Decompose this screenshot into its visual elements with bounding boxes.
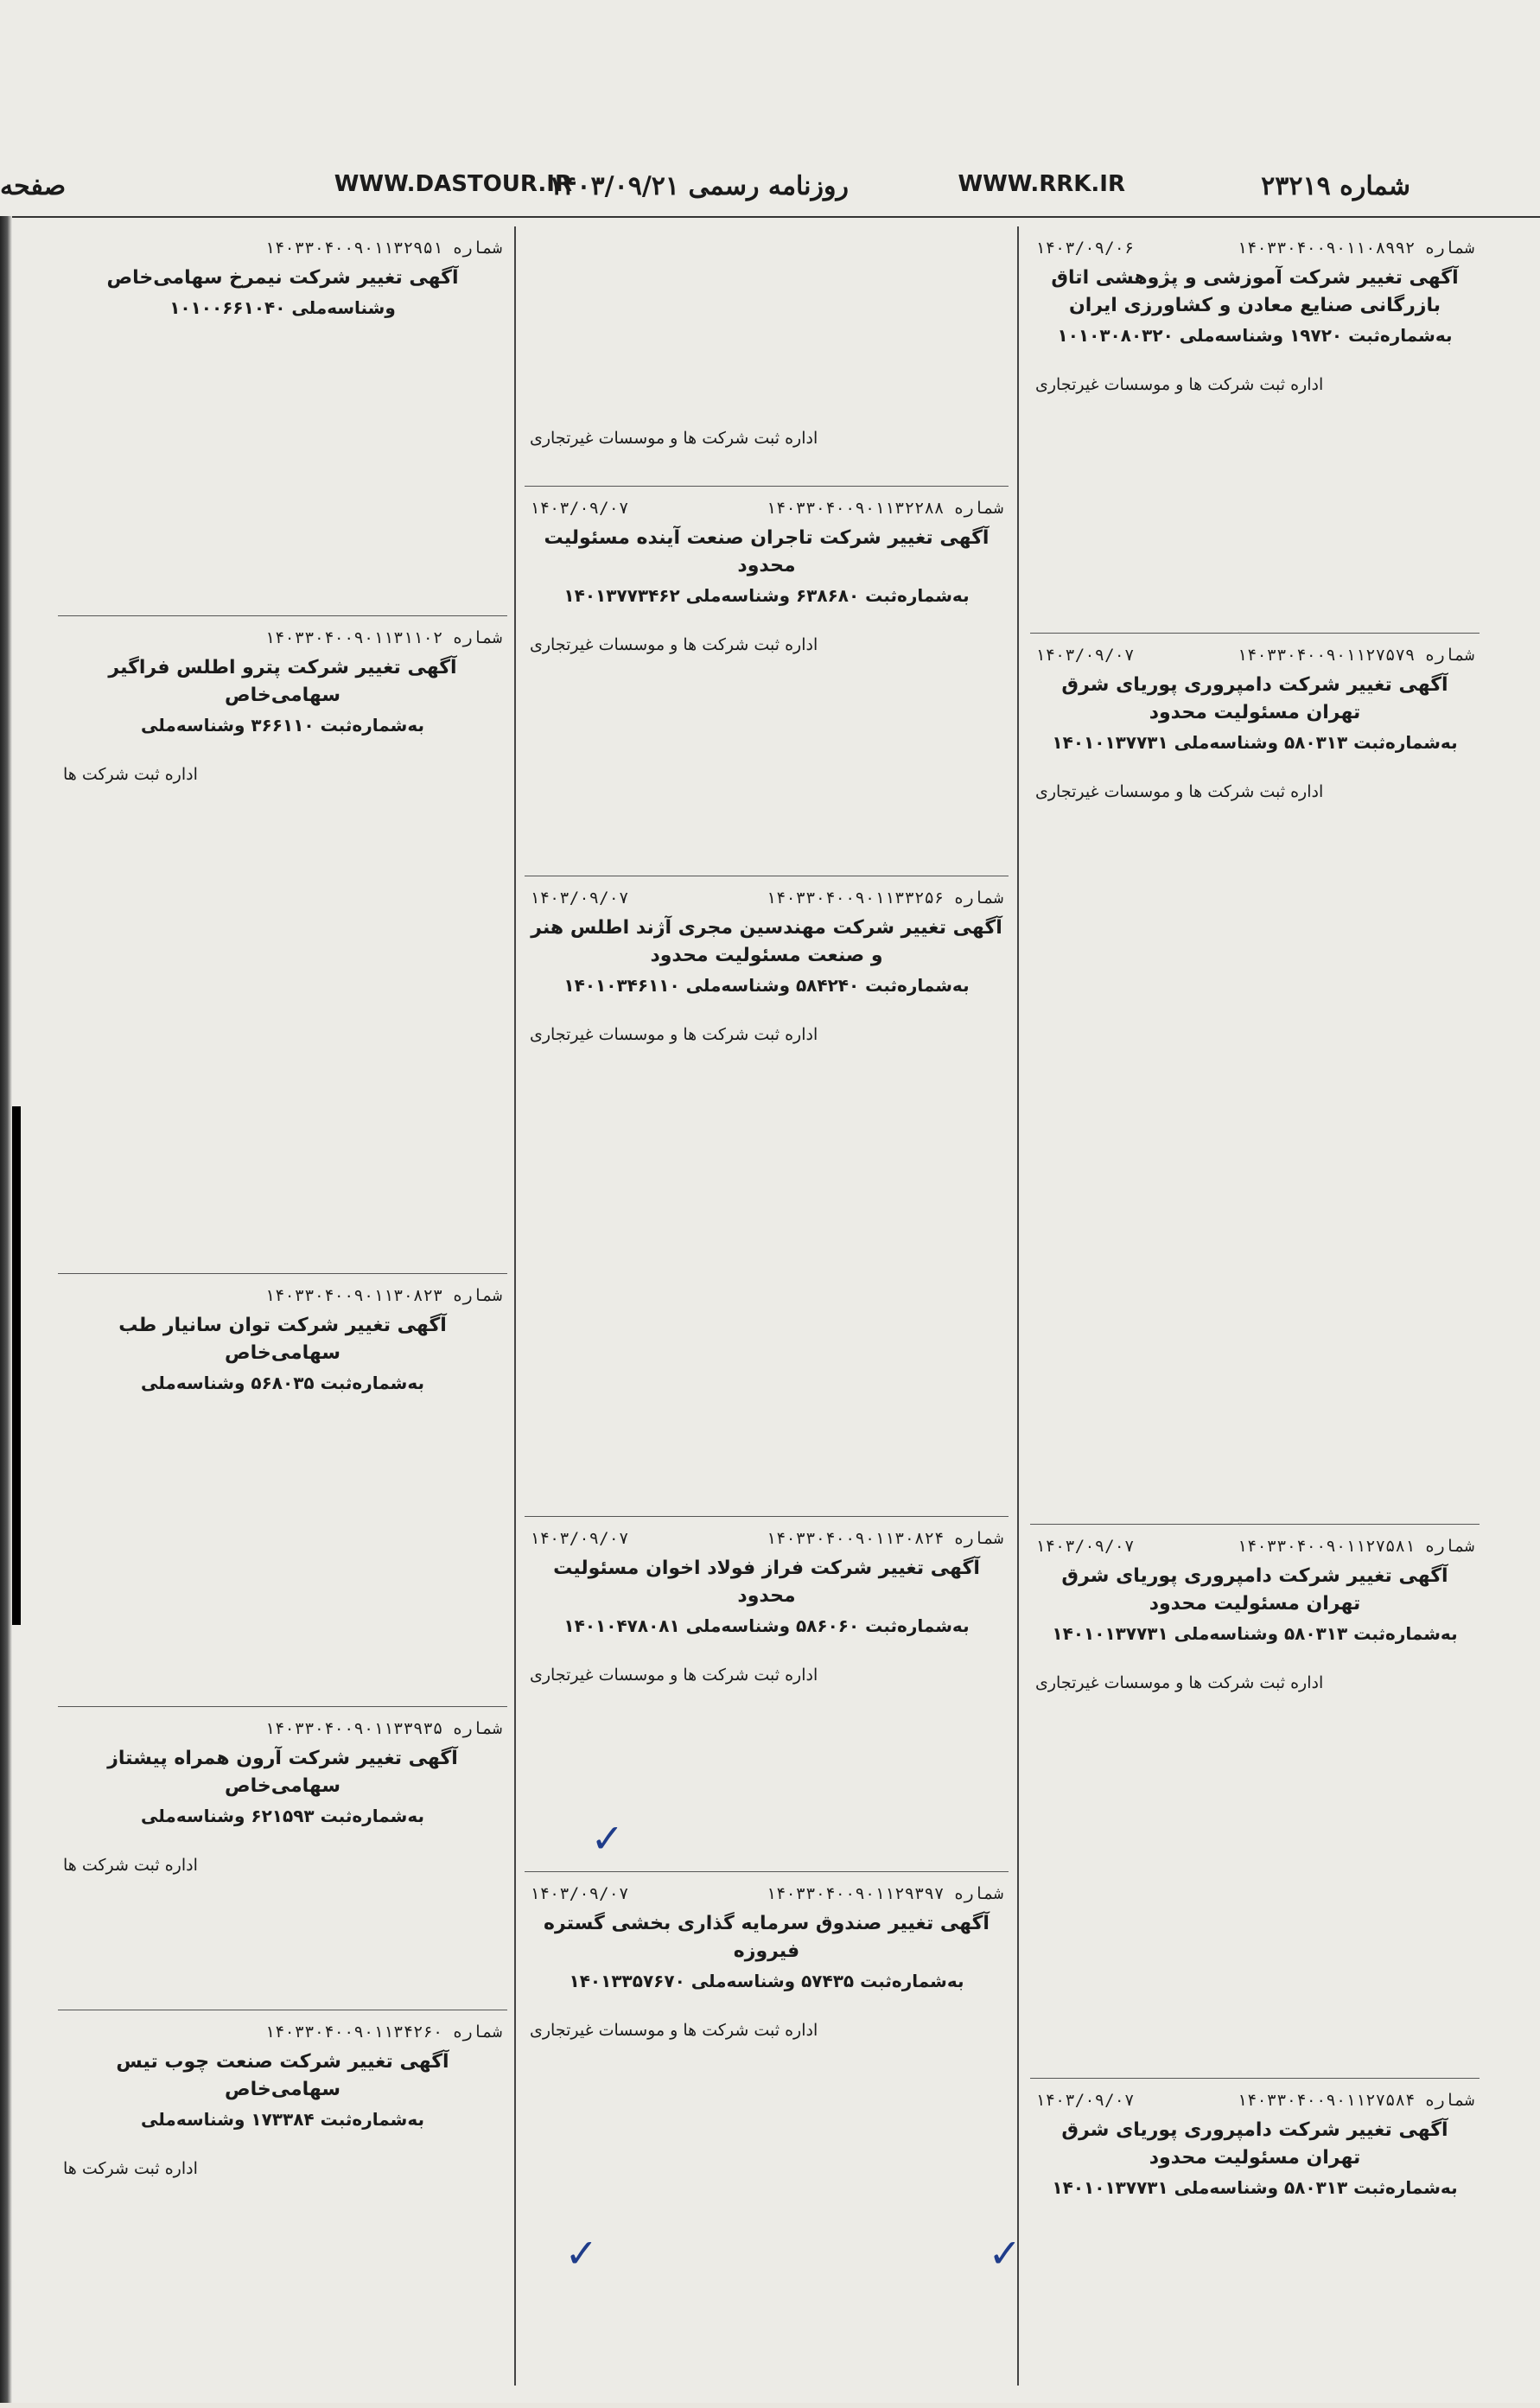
- notice-number: شماره ۱۴۰۳۳۰۴۰۰۹۰۱۱۳۲۹۵۱: [264, 239, 502, 258]
- notice-registration: به‌شماره‌ثبت ۵۸۰۳۱۳ وشناسه‌ملی ۱۴۰۱۰۱۳۷۷۳۱: [1052, 731, 1458, 753]
- notice-number: شماره ۱۴۰۳۳۰۴۰۰۹۰۱۱۰۸۹۹۲: [1237, 239, 1474, 258]
- notice-body: [530, 1643, 1003, 1660]
- notice: [58, 1707, 507, 2010]
- notice-number: شماره ۱۴۰۳۳۰۴۰۰۹۰۱۱۳۱۱۰۲: [264, 628, 502, 647]
- notice-footer: اداره ثبت شرکت ها: [63, 1855, 198, 1875]
- notice-date: ۱۴۰۳/۰۹/۰۷: [1035, 2091, 1135, 2110]
- column-divider: [514, 226, 516, 2386]
- notice-number: شماره ۱۴۰۳۳۰۴۰۰۹۰۱۱۲۷۵۸۱: [1237, 1537, 1474, 1556]
- gazette-date: روزنامه رسمی ۱۴۰۳/۰۹/۲۱: [549, 171, 849, 201]
- notice-title: آگهی تغییر شرکت آرون همراه پیشتاز سهامی‌خاص: [107, 1748, 458, 1797]
- notice-date: ۱۴۰۳/۰۹/۰۷: [530, 889, 629, 908]
- notice-body: [63, 325, 502, 342]
- notice-date: ۱۴۰۳/۰۹/۰۶: [1035, 239, 1135, 258]
- notice-date: ۱۴۰۳/۰۹/۰۷: [530, 1529, 629, 1548]
- notice-date: ۱۴۰۳/۰۹/۰۷: [530, 1884, 629, 1903]
- site-rrk: WWW.RRK.IR: [958, 171, 1125, 197]
- notice-registration: به‌شماره‌ثبت ۱۹۷۲۰ وشناسه‌ملی ۱۰۱۰۳۰۸۰۳۲۰: [1057, 324, 1453, 346]
- notice: [58, 226, 507, 616]
- notice-registration: به‌شماره‌ثبت ۳۶۶۱۱۰ وشناسه‌ملی: [141, 714, 424, 736]
- notice-title: آگهی تغییر شرکت فراز فولاد اخوان مسئولیت محدود: [553, 1558, 980, 1607]
- notice-footer: اداره ثبت شرکت ها و موسسات غیرتجاری: [530, 634, 818, 654]
- notice-body: [530, 1998, 1003, 2016]
- notice: [525, 1872, 1009, 2408]
- notice-body: [63, 1400, 502, 1417]
- check-mark-icon: ✓: [564, 2230, 598, 2277]
- column-divider: [1017, 226, 1019, 2386]
- notice-footer: اداره ثبت شرکت ها و موسسات غیرتجاری: [1035, 1672, 1324, 1692]
- notice-title: آگهی تغییر شرکت نیمرخ سهامی‌خاص: [106, 267, 459, 289]
- notice-body: [1035, 2205, 1474, 2222]
- notice: [58, 616, 507, 1274]
- notice-footer: اداره ثبت شرکت ها و موسسات غیرتجاری: [530, 429, 818, 448]
- notice-registration: به‌شماره‌ثبت ۵۷۴۳۵ وشناسه‌ملی ۱۴۰۱۳۳۵۷۶۷۰: [569, 1970, 964, 1991]
- notice-number: شماره ۱۴۰۳۳۰۴۰۰۹۰۱۱۲۷۵۸۴: [1237, 2091, 1474, 2110]
- notice: [525, 226, 1009, 487]
- column-left: [58, 226, 507, 2386]
- check-mark-icon: ✓: [988, 2230, 1021, 2277]
- notice-number: شماره ۱۴۰۳۳۰۴۰۰۹۰۱۱۳۳۹۳۵: [264, 1719, 502, 1738]
- notice: [1030, 226, 1480, 634]
- notice-number: شماره ۱۴۰۳۳۰۴۰۰۹۰۱۱۳۰۸۲۴: [766, 1529, 1003, 1548]
- notice-title: آگهی تغییر شرکت تاجران صنعت آینده مسئولیت محدود: [544, 527, 990, 577]
- notice-footer: اداره ثبت شرکت ها: [63, 764, 198, 784]
- masthead: [0, 156, 1540, 218]
- notice-footer: اداره ثبت شرکت ها و موسسات غیرتجاری: [1035, 781, 1324, 801]
- notice-body: [1035, 1651, 1474, 1668]
- notice-registration: به‌شماره‌ثبت ۵۸۰۳۱۳ وشناسه‌ملی ۱۴۰۱۰۱۳۷۷۳۱: [1052, 1622, 1458, 1644]
- notice-registration: به‌شماره‌ثبت ۵۸۰۳۱۳ وشناسه‌ملی ۱۴۰۱۰۱۳۷۷۳۱: [1052, 2176, 1458, 2198]
- notice-number: شماره ۱۴۰۳۳۰۴۰۰۹۰۱۱۲۹۳۹۷: [766, 1884, 1003, 1903]
- notice-body: [530, 239, 1003, 256]
- notice-footer: اداره ثبت شرکت ها و موسسات غیرتجاری: [1035, 374, 1324, 394]
- notice-title: آگهی تغییر شرکت صنعت چوب تیس سهامی‌خاص: [116, 2051, 449, 2100]
- notice: [525, 487, 1009, 876]
- notice-title: آگهی تغییر شرکت مهندسین مجری آژند اطلس هنر و صنعت مسئولیت محدود: [531, 917, 1002, 966]
- notice-title: آگهی تغییر شرکت دامپروری پوریای شرق تهران مسئولیت محدود: [1061, 1565, 1448, 1615]
- notice-body: [63, 1833, 502, 1851]
- notice-title: آگهی تغییر صندوق سرمایه گذاری بخشی گستره فیروزه: [544, 1913, 990, 1962]
- notice: [1030, 1525, 1480, 2079]
- notice-registration: به‌شماره‌ثبت ۵۸۶۰۶۰ وشناسه‌ملی ۱۴۰۱۰۴۷۸۰۸۱: [563, 1615, 970, 1636]
- notice-registration: وشناسه‌ملی ۱۰۱۰۰۶۶۱۰۴۰: [169, 296, 396, 318]
- notice-footer: اداره ثبت شرکت ها و موسسات غیرتجاری: [530, 1665, 818, 1685]
- notice-body: [530, 1003, 1003, 1020]
- notice-title: آگهی تغییر شرکت دامپروری پوریای شرق تهران مسئولیت محدود: [1061, 2119, 1448, 2169]
- notice-body: [1035, 353, 1474, 370]
- notice-registration: به‌شماره‌ثبت ۶۲۱۵۹۳ وشناسه‌ملی: [141, 1805, 424, 1826]
- notice: [58, 1274, 507, 1707]
- notice-body: [63, 742, 502, 760]
- notice-title: آگهی تغییر شرکت توان سانیار طب سهامی‌خاص: [118, 1315, 447, 1364]
- notice-footer: اداره ثبت شرکت ها: [63, 2158, 198, 2178]
- notice-date: ۱۴۰۳/۰۹/۰۷: [530, 499, 629, 518]
- issue-number: شماره ۲۳۲۱۹: [1261, 171, 1410, 201]
- notice-date: ۱۴۰۳/۰۹/۰۷: [1035, 646, 1135, 665]
- notice-registration: به‌شماره‌ثبت ۱۷۳۳۸۴ وشناسه‌ملی: [141, 2108, 424, 2130]
- notice-number: شماره ۱۴۰۳۳۰۴۰۰۹۰۱۱۳۰۸۲۳: [264, 1286, 502, 1305]
- notice-registration: به‌شماره‌ثبت ۵۶۸۰۳۵ وشناسه‌ملی: [141, 1372, 424, 1393]
- notice-number: شماره ۱۴۰۳۳۰۴۰۰۹۰۱۱۳۳۲۵۶: [766, 889, 1003, 908]
- page-fold-shadow: [0, 216, 12, 2403]
- notice: [1030, 2079, 1480, 2364]
- notice-footer: اداره ثبت شرکت ها و موسسات غیرتجاری: [530, 2020, 818, 2040]
- notice-body: [1035, 760, 1474, 777]
- column-right: [1030, 226, 1480, 2386]
- notice-body: [63, 2137, 502, 2154]
- notice-number: شماره ۱۴۰۳۳۰۴۰۰۹۰۱۱۳۲۲۸۸: [766, 499, 1003, 518]
- notice-number: شماره ۱۴۰۳۳۰۴۰۰۹۰۱۱۳۴۲۶۰: [264, 2023, 502, 2042]
- check-mark-icon: ✓: [590, 1815, 624, 1862]
- notice: [58, 2010, 507, 2365]
- notice-body: [530, 613, 1003, 630]
- site-dastour: WWW.DASTOUR.IR: [334, 171, 572, 197]
- notice-registration: به‌شماره‌ثبت ۶۳۸۶۸۰ وشناسه‌ملی ۱۴۰۱۳۷۷۳۴۶۲: [563, 584, 970, 606]
- notice-title: آگهی تغییر شرکت آموزشی و پژوهشی اتاق بازرگانی صنایع معادن و کشاورزی ایران: [1051, 267, 1459, 316]
- notice-footer: اداره ثبت شرکت ها و موسسات غیرتجاری: [530, 1024, 818, 1044]
- notice: [525, 876, 1009, 1517]
- notice-date: ۱۴۰۳/۰۹/۰۷: [1035, 1537, 1135, 1556]
- notice-title: آگهی تغییر شرکت پترو اطلس فراگیر سهامی‌خاص: [108, 657, 457, 706]
- page-label: صفحه: [0, 171, 67, 201]
- notice: [1030, 634, 1480, 1525]
- notice-title: آگهی تغییر شرکت دامپروری پوریای شرق تهران مسئولیت محدود: [1061, 674, 1448, 723]
- scan-dark-strip: [12, 1106, 21, 1625]
- notice-number: شماره ۱۴۰۳۳۰۴۰۰۹۰۱۱۲۷۵۷۹: [1237, 646, 1474, 665]
- column-middle: [525, 226, 1009, 2386]
- notice-registration: به‌شماره‌ثبت ۵۸۴۲۴۰ وشناسه‌ملی ۱۴۰۱۰۳۴۶۱۱۰: [563, 974, 970, 996]
